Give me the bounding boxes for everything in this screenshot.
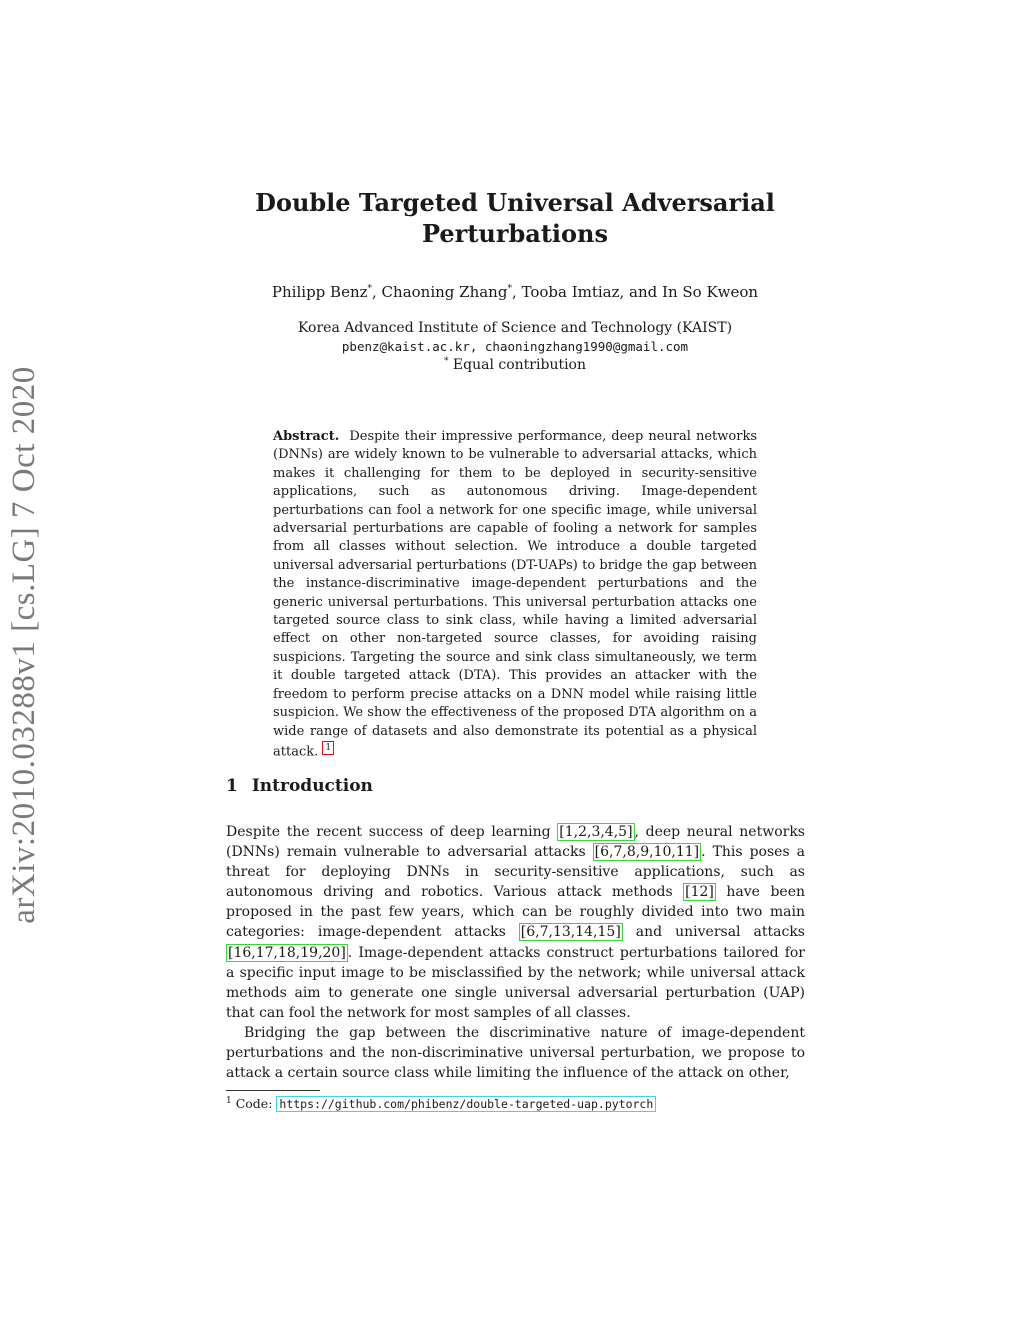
author-emails[interactable]: pbenz@kaist.ac.kr, chaoningzhang1990@gmail.com xyxy=(341,338,689,354)
paper-title xyxy=(200,187,830,249)
author-list xyxy=(200,283,830,301)
citation-link[interactable]: [1,2,3,4,5] xyxy=(559,824,633,840)
abstract-text: Despite their impressive performance, deep neural networks (DNNs) are widely known to be vulnerable to adversarial attacks, which makes it challenging for them to be deployed in security-sensitive applications, such as autonomous driving. Image-dependent perturbations can fool a network for one specific image, while universal adversarial perturbations are capable of fooling a network for samples from all classes without selection. We introduce a double targeted universal adversarial perturbations (DT-UAPs) to bridge the gap between the instance-discriminative image-dependent perturbations and the generic universal perturbations. This universal perturbation attacks one targeted source class to sink class, while having a limited adversarial effect on other non-targeted source classes, for avoiding raising suspicions. Targeting the source and sink class simultaneously, we term it double targeted attack (DTA). This provides an attacker with the freedom to perform precise attacks on a DNN model while raising little suspicion. We show the effectiveness of the proposed DTA algorithm on a wide range of datasets and also demonstrate its potential as a physical attack. xyxy=(273,429,757,760)
footnote-link[interactable]: 1 xyxy=(322,741,334,755)
citation-link[interactable]: [6,7,13,14,15] xyxy=(520,924,621,941)
code-url-link[interactable]: https://github.com/phibenz/double-targeted-uap.pytorch xyxy=(276,1096,656,1112)
footnote-divider xyxy=(226,1090,320,1091)
affiliation: Korea Advanced Institute of Science and Technology (KAIST) xyxy=(297,320,733,336)
citation-link[interactable]: [6,7,8,9,10,11] xyxy=(594,844,700,861)
footnote xyxy=(226,1096,656,1111)
paragraph: Bridging the gap between the discriminative nature of image-dependent perturbations and the non-discriminative universal perturbation, we propose to attack a certain source class while limiting the influence of the attack on other, xyxy=(226,1024,805,1082)
footnote-label: Code: xyxy=(235,1096,273,1111)
section-number: 1 xyxy=(226,776,238,796)
author-name: Philipp Benz xyxy=(271,283,368,301)
author-name: , Chaoning Zhang xyxy=(372,283,508,301)
equal-contribution-mark: * xyxy=(507,284,512,294)
introduction-body xyxy=(226,822,805,1083)
abstract-label: Abstract. xyxy=(273,429,340,444)
arxiv-identifier: arXiv:2010.03288v1 [cs.LG] 7 Oct 2020 xyxy=(6,366,42,924)
equal-contribution-note: * Equal contribution xyxy=(443,356,587,373)
citation-link[interactable]: [16,17,18,19,20] xyxy=(228,944,346,961)
title-line-1: Double Targeted Universal Adversarial xyxy=(255,188,775,217)
paragraph: Despite the recent success of deep learning [1,2,3,4,5] , deep neural networks (DNNs) remain vulnerable to adversarial attacks [6,7,8,9,10,11] . This poses a threat for deploying DNNs in security-sensitive applications, such as autonomous driving and robotics. Various attack methods [12] have been proposed in the past few years, which can be roughly divided into two main categories: image-dependent attacks [6,7,13,14,15] and universal attacks [16,17,18,19,20] . Image-dependent attacks construct perturbations tailored for a specific input image to be misclassified by the network; while universal attack methods aim to generate one single universal adversarial perturbation (UAP) that can fool the network for most samples of all classes. xyxy=(226,824,805,1021)
section-title: Introduction xyxy=(251,776,373,796)
abstract xyxy=(273,428,757,762)
title-line-2: Perturbations xyxy=(422,219,608,248)
footnote-number: 1 xyxy=(226,1095,232,1106)
author-name: , Tooba Imtiaz, and In So Kweon xyxy=(511,283,759,301)
citation-link[interactable]: [12] xyxy=(685,884,714,901)
affiliation-block xyxy=(200,319,830,375)
section-heading xyxy=(226,776,373,796)
equal-contribution-mark: * xyxy=(367,284,373,294)
